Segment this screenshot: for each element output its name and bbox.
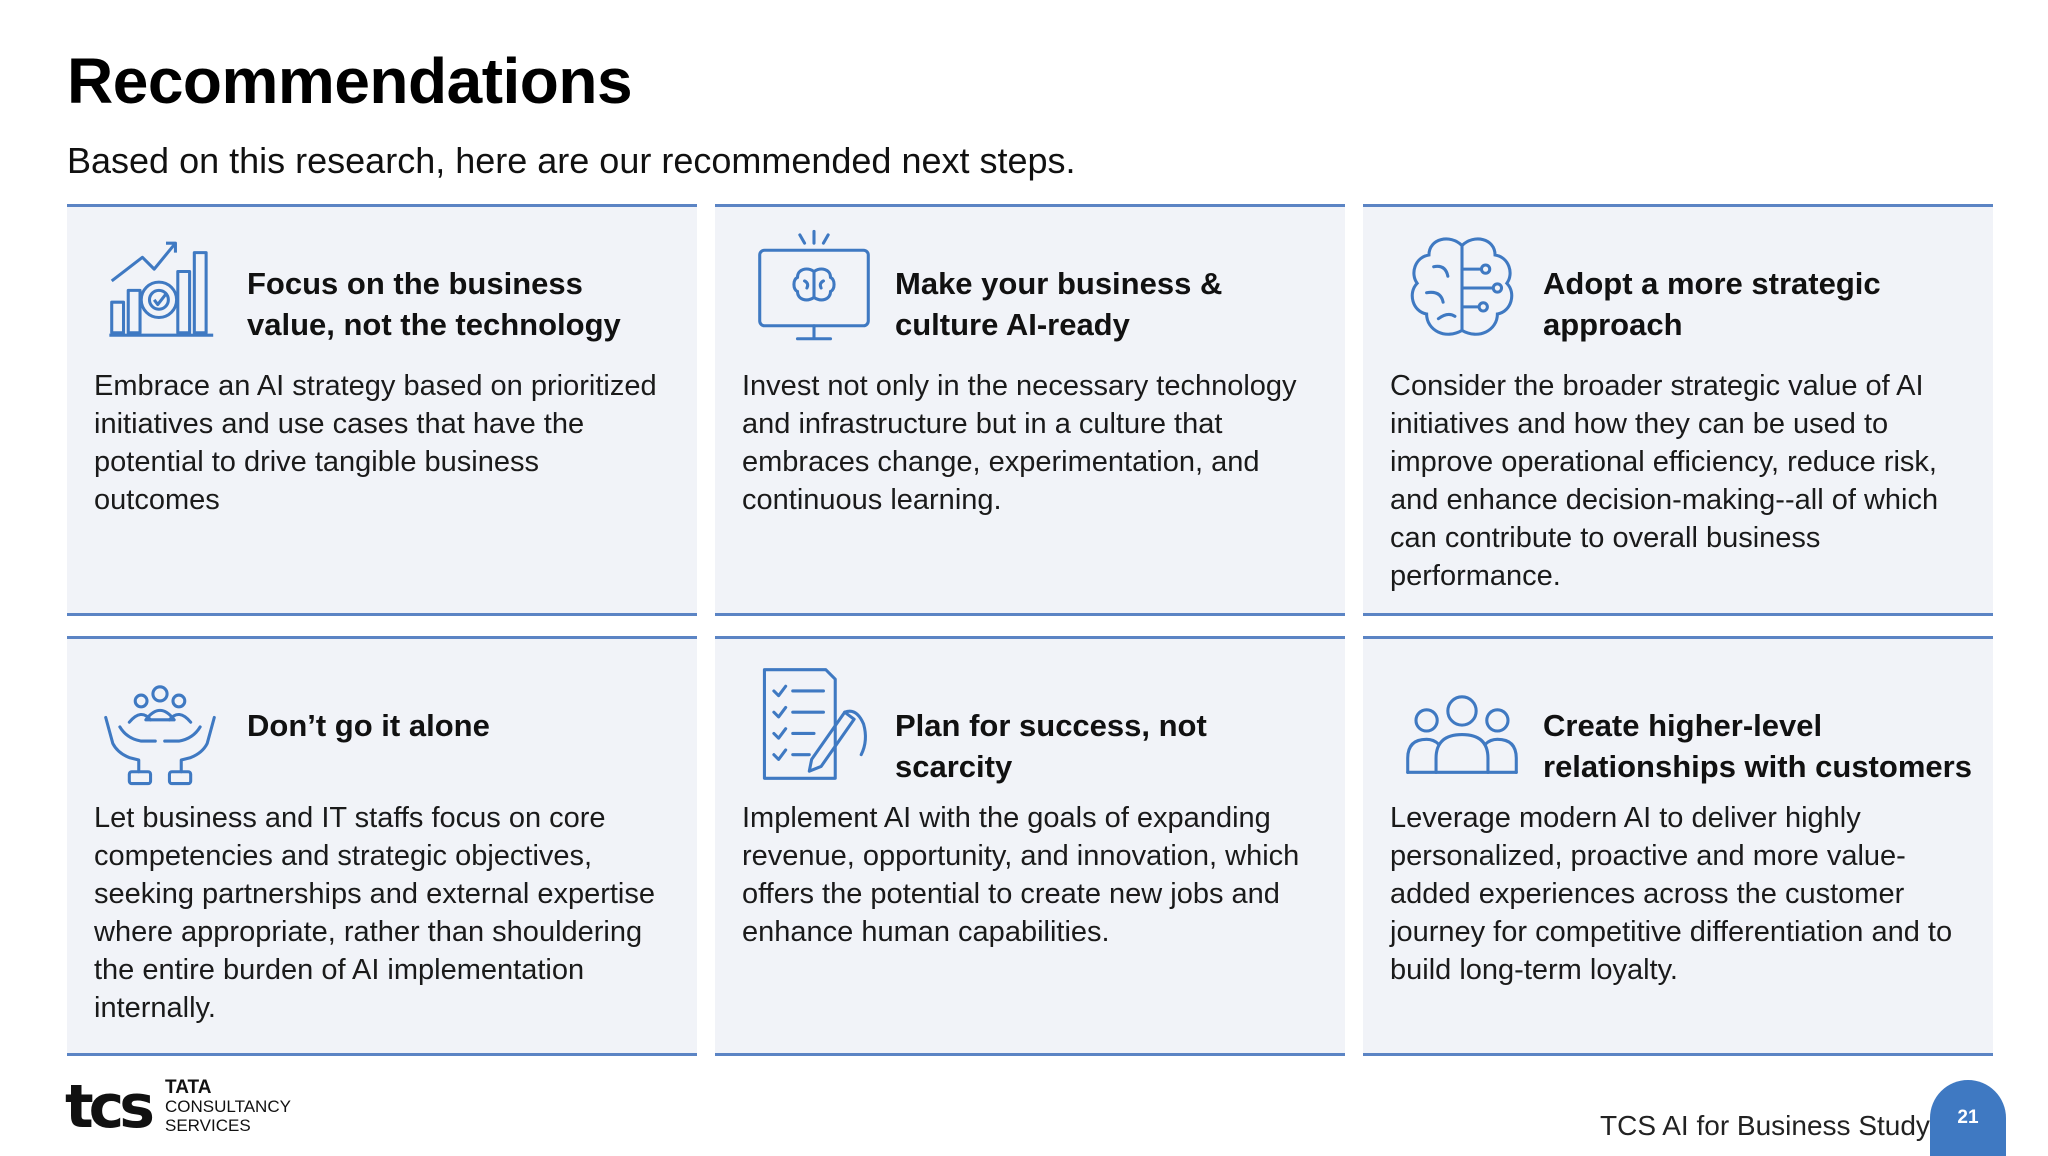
recommendation-card-customer-relationships: [1363, 636, 1993, 1056]
tcs-logo-line2: CONSULTANCY: [165, 1097, 291, 1116]
tcs-logo-line1: TATA: [165, 1077, 212, 1098]
recommendations-grid: [67, 204, 1993, 1052]
checklist-pen-icon: [755, 665, 873, 783]
page-number-badge: 21: [1930, 1080, 2006, 1156]
monitor-brain-icon: [755, 229, 873, 347]
card-heading: Make your business & culture AI-ready: [895, 266, 1223, 342]
card-heading: Adopt a more strategic approach: [1543, 266, 1881, 342]
recommendation-card-business-value: [67, 204, 697, 616]
recommendation-card-strategic: [1363, 204, 1993, 616]
card-heading: Don’t go it alone: [247, 708, 490, 743]
brain-circuit-icon: [1403, 229, 1521, 347]
hands-people-icon: [101, 675, 219, 793]
recommendation-card-partnerships: [67, 636, 697, 1056]
page-title: Recommendations: [67, 45, 633, 117]
growth-chart-target-icon: [107, 229, 225, 347]
card-heading: Create higher-level relationships with customers: [1543, 708, 1972, 784]
recommendation-card-plan-success: [715, 636, 1345, 1056]
card-body: Let business and IT staffs focus on core competencies and strategic objectives, seeking partnerships and external expertise where appropriate, rather than shouldering the entire burden of AI implementation internally.: [94, 802, 655, 1024]
recommendation-card-ai-ready: [715, 204, 1345, 616]
card-heading: Focus on the business value, not the technology: [247, 266, 621, 342]
card-body: Embrace an AI strategy based on prioritized initiatives and use cases that have the potential to drive tangible business outcomes: [94, 370, 657, 516]
tcs-logo-mark: tcs: [65, 1072, 150, 1142]
card-body: Invest not only in the necessary technology and infrastructure but in a culture that embraces change, experimentation, and continuous learning.: [742, 370, 1297, 516]
card-body: Leverage modern AI to deliver highly personalized, proactive and more value-added experiences across the customer journey for competitive differentiation and to build long-term loyalty.: [1390, 802, 1953, 986]
card-body: Consider the broader strategic value of AI initiatives and how they can be used to improve operational efficiency, reduce risk, and enhance decision-making--all of which can contribute to overall business performance.: [1390, 370, 1939, 592]
footer-study-title: TCS AI for Business Study: [1600, 1110, 1930, 1141]
tcs-logo-line3: SERVICES: [165, 1116, 251, 1135]
card-body: Implement AI with the goals of expanding revenue, opportunity, and innovation, which offers the potential to create new jobs and enhance human capabilities.: [742, 802, 1300, 948]
page-subtitle: Based on this research, here are our recommended next steps.: [67, 140, 1076, 181]
tcs-logo: [65, 1072, 315, 1142]
card-heading: Plan for success, not scarcity: [895, 708, 1207, 784]
people-group-icon: [1403, 685, 1521, 803]
tcs-logo-text: [165, 1078, 291, 1135]
